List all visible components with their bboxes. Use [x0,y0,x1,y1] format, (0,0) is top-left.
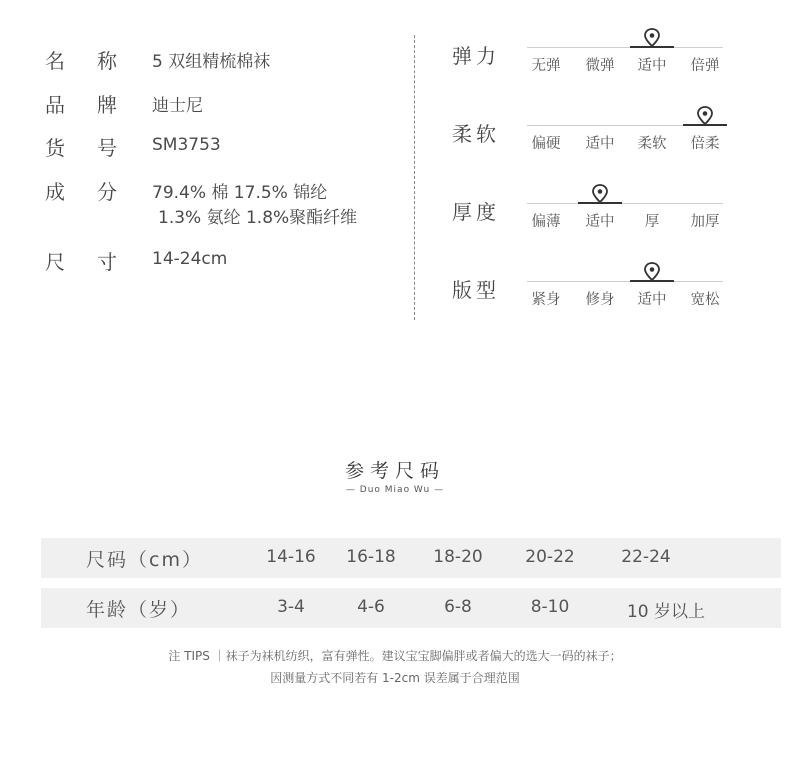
size-row-label: 尺码（cm） [86,549,203,571]
rating-option: 适中 [585,214,615,230]
rating-option: 宽松 [690,292,720,308]
info-label-name: 名 称 [45,49,118,73]
reference-title: 参考尺码 [344,460,445,482]
rating-option: 微弹 [585,58,615,74]
size-cell: 18-20 [433,547,483,567]
age-cell: 3-4 [277,597,305,617]
age-row [41,588,781,628]
rating-option: 加厚 [690,214,720,230]
rating-label: 版型 [452,278,500,302]
rating-option: 适中 [637,58,667,74]
size-cell: 16-18 [346,547,396,567]
tips-note-2: 因测量方式不同若有 1-2cm 误差属于合理范围 [270,671,520,685]
reference-subtitle: — Duo Miao Wu — [345,485,445,495]
info-label-sku: 货 号 [45,136,118,160]
rating-label: 柔软 [452,122,500,146]
rating-option: 紧身 [531,292,561,308]
info-label-brand: 品 牌 [45,93,118,117]
age-cell: 8-10 [530,597,570,617]
rating-option: 厚 [644,214,660,230]
rating-label: 厚度 [452,200,500,224]
info-value-name: 5 双组精梳棉袜 [152,52,271,72]
info-value-size: 14-24cm [152,249,228,269]
rating-option: 柔软 [637,136,667,152]
location-pin-icon [643,28,661,50]
location-pin-icon [591,184,609,206]
rating-option: 无弹 [531,58,561,74]
rating-track [527,47,723,48]
rating-option: 偏硬 [531,136,561,152]
age-cell: 6-8 [444,597,472,617]
rating-option: 倍弹 [690,58,720,74]
info-value-composition-2: 1.3% 氨纶 1.8%聚酯纤维 [158,208,358,228]
rating-label: 弹力 [452,44,500,68]
size-cell: 20-22 [525,547,575,567]
location-pin-icon [643,262,661,284]
info-value-composition: 79.4% 棉 17.5% 锦纶 [152,183,328,203]
size-cell: 14-16 [266,547,316,567]
rating-option: 修身 [585,292,615,308]
rating-option: 适中 [585,136,615,152]
info-value-sku: SM3753 [152,135,221,155]
rating-option: 偏薄 [531,214,561,230]
age-row-label: 年龄（岁） [86,599,192,621]
rating-track [527,281,723,282]
dashed-divider [414,35,415,320]
rating-option: 适中 [637,292,667,308]
info-value-brand: 迪士尼 [152,96,203,116]
info-label-size: 尺 寸 [45,250,118,274]
age-cell: 4-6 [357,597,385,617]
rating-option: 倍柔 [690,136,720,152]
info-label-composition: 成 分 [45,180,118,204]
tips-note: 注 TIPS ｜袜子为袜机纺织，富有弹性。建议宝宝脚偏胖或者偏大的选大一码的袜子； [168,649,622,663]
size-cell: 22-24 [621,547,671,567]
location-pin-icon [696,106,714,128]
rating-track [527,203,723,204]
size-row [41,538,781,578]
age-cell: 10 岁以上 [626,602,706,622]
